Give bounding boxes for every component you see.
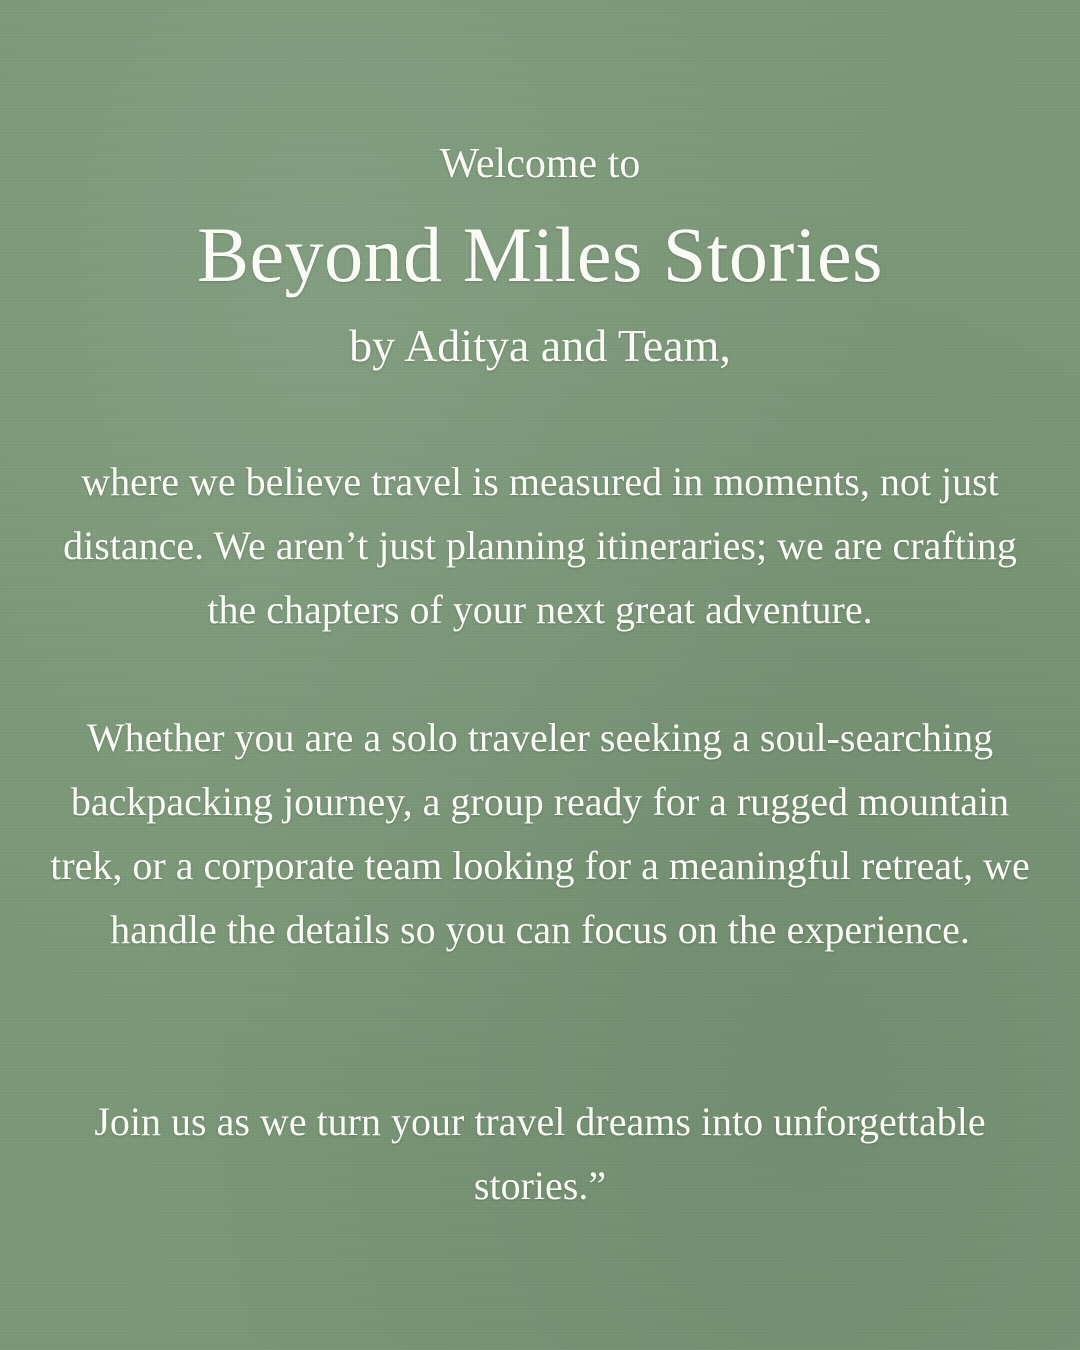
- brand-title: Beyond Miles Stories: [197, 211, 883, 298]
- welcome-line: Welcome to: [439, 141, 641, 187]
- byline: by Aditya and Team,: [349, 320, 731, 371]
- services-paragraph: Whether you are a solo traveler seeking a soul-searching backpacking journey, a group ready for a rugged mountain trek, or a corporate team looking for a meaningful retreat, we handle the details so you can focus on the experience.: [50, 715, 1030, 952]
- closing-paragraph: Join us as we turn your travel dreams into unforgettable stories.”: [94, 1099, 986, 1208]
- intro-paragraph: where we believe travel is measured in moments, not just distance. We aren’t just planning itineraries; we are crafting the chapters of your next great adventure.: [63, 459, 1017, 632]
